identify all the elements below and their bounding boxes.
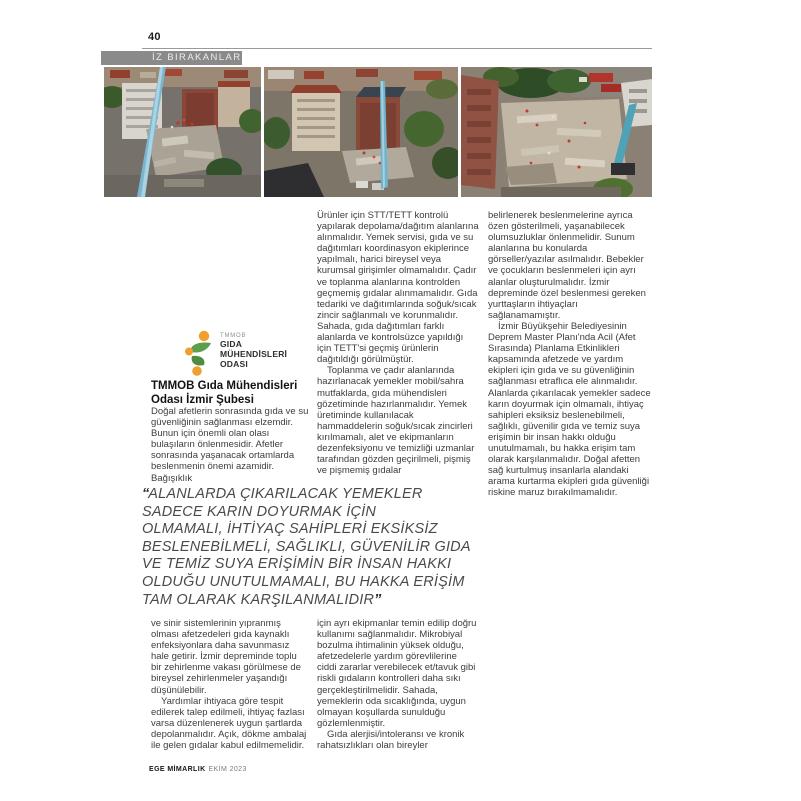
fire-truck	[601, 84, 621, 92]
paragraph: için ayrı ekipmanlar temin edilip doğru kullanımı sağlanmalıdır. Mikrobiyal bozulma ihtimalinin yüksek olduğu, afetzedelerle yardım görevlilerine ciddi zararlar verebilecek et/tavuk gibi riskli gıdaların kontrolleri daha sıkı gerçekleştirilmelidir. Sahada, yemeklerin oda sıcaklığında, uygun olmayan koşullarda sunulduğu gözlemlenmiştir.	[317, 618, 477, 729]
article-heading: TMMOB Gıda Mühendisleri Odası İzmir Şubesi	[151, 380, 298, 406]
quote-text: ALANLARDA ÇIKARILACAK YEMEKLER	[148, 486, 423, 502]
quote-line: OLDUĞU UNUTULMAMALI, BU HAKKA ERİŞİM	[142, 573, 465, 590]
earthquake-photo-1	[104, 67, 261, 197]
tmmob-logo-wordmark	[220, 330, 287, 369]
column-middle-bottom	[317, 618, 479, 751]
open-quote-mark: “	[142, 486, 149, 502]
earthquake-photo-3-art	[461, 67, 652, 197]
column-left-bottom	[151, 618, 309, 751]
tree	[404, 111, 444, 147]
page-number: 40	[148, 31, 161, 43]
earthquake-photo-2-art	[264, 67, 458, 197]
column-left-top	[151, 406, 309, 484]
paragraph: İzmir Büyükşehir Belediyesinin Deprem Master Planı'nda Acil (Afet Sırasında) Planlama Etkinlikleri kapsamında afetzede ve yardım ekipleri için gıda ve su güvenliğinin sağlanması etraflıca ele alınmalıdır. Alanlarda çıkarılacak yemekler sadece karın doyurmak için olmamalı, ihtiyaç sahipleri eksiksiz beslenebilmeli, sağlıklı, güvenilir gıda ve temiz suya erişimin bir insan hakkı olduğu unutulmamalı, bu hakka erişim tam olarak karşılanmalıdır. Doğal afetten sağ kurtulmuş insanlarla alandaki arama kurtarma ekipleri gıda güvenliği riskine maruz bırakılmamalıdır.	[488, 320, 651, 499]
quote-line	[142, 486, 487, 504]
paragraph: Ürünler için STT/TETT kontrolü yapılarak depolama/dağıtım alanlarına alınmalıdır. Yemek servisi, gıda ve su dağıtımları koordinasyon ekiplerince yapılmalı, harici bireysel veya kurumsal girişimler olmamalıdır. Çadır ve toplanma alanlarına kontrolden geçmemiş gıdalar alınmamalıdır. Gıda tedariki ve dağıtımlarında soğuk/sıcak zincir sağlanmalı ve korunmalıdır. Sahada, gıda dağıtımları farklı alanlarda ve kontrolsüzce yapıldığı için TETT'si geçmiş ürünlerin dağıtıldığı görülmüştür.	[317, 210, 479, 366]
column-right	[488, 210, 651, 498]
close-quote-mark: ”	[374, 591, 381, 608]
paragraph: belirlenerek beslenmelerine ayrıca özen gösterilmeli, yaşanabilecek olumsuzluklar önlenmelidir. Sunum alanlarına bu konularda görseller/yazılar asılmalıdır. Bebekler ve çocukların beslenmeleri için ayrı alanlar oluşturulmalıdır. İzmir depreminde özel beslenmesi gereken yurttaşların ihtiyaçları sağlanamamıştır.	[488, 210, 646, 321]
crane-truck	[611, 163, 635, 175]
paragraph: Toplanma ve çadır alanlarında hazırlanacak yemekler mobil/sahra mutfaklarda, gıda mühendisleri gözetiminde hazırlanmalıdır. Yemek üretiminde kullanılacak hammaddelerin soğuk/sıcak zincirleri kırılmamalı, alet ve ekipmanların dezenfeksiyonu ve temizliği uzmanlar tarafından gözden geçirilmeli, pişmiş ve pişmemiş gıdalar	[317, 365, 475, 477]
issue-label: EKİM 2023	[208, 766, 247, 773]
tmmob-gida-muhendisleri-odasi-logo	[183, 330, 287, 376]
logo-org-label: TMMOB	[220, 333, 247, 339]
paragraph: Doğal afetlerin sonrasında gıda ve su güvenliğinin sağlanması elzemdir. Bunun için önemli olan olası bulaşıların önlenmesidir. Afetler sonrasında yaşanacak ortamlarda beslenmenin önemi azamidir. Bağışıklık	[151, 406, 309, 484]
quote-line	[142, 592, 487, 610]
tmmob-logo-icon	[183, 330, 215, 376]
earthquake-photo-3	[461, 67, 652, 197]
magazine-name: EGE MİMARLIK	[149, 766, 206, 773]
logo-line-muhendisleri: MÜHENDİSLERİ	[220, 349, 288, 359]
section-bar	[101, 51, 242, 65]
quote-line: VE TEMİZ SUYA ERİŞİMİN BİR İNSAN HAKKI	[142, 556, 452, 573]
paragraph: ve sinir sistemlerinin yıpranmış olması afetzedeleri gıda kaynaklı enfeksiyonlara daha savunmasız hale getirir. İzmir depreminde toplu bir zehirlenme vakası görülmese de bireysel zehirlenmeler yaşandığı düşünülebilir.	[151, 618, 301, 696]
quote-line: OLMAMALI, İHTİYAÇ SAHİPLERİ EKSİKSİZ	[142, 521, 438, 538]
quote-text: TAM OLARAK KARŞILANMALIDIR	[142, 591, 375, 608]
earthquake-photo-1-art	[104, 67, 261, 197]
fire-truck	[589, 73, 613, 82]
column-middle-top	[317, 210, 479, 476]
photo-strip	[104, 67, 652, 197]
rubble-pile	[342, 147, 414, 183]
page-footer	[149, 766, 247, 773]
section-label: İZ BIRAKANLAR	[152, 52, 242, 63]
header-rule	[142, 48, 652, 49]
quote-line: BESLENEBİLMELİ, SAĞLIKLI, GÜVENİLİR GIDA	[142, 538, 471, 555]
logo-line-gida: GIDA	[220, 339, 243, 349]
paragraph: Yardımlar ihtiyaca göre tespit edilerek talep edilmeli, ihtiyaç fazlası varsa düzenlenerek uygun şartlarda depolanmalıdır. Açık, dökme ambalaj ile gelen gıdalar kabul edilmemelidir.	[151, 695, 307, 752]
pull-quote	[142, 486, 487, 609]
paragraph: Gıda alerjisi/intoleransı ve kronik rahatsızlıkları olan bireyler	[317, 728, 465, 752]
logo-line-odasi: ODASI	[220, 359, 248, 369]
quote-line: SADECE KARIN DOYURMAK İÇİN	[142, 503, 377, 520]
earthquake-photo-2	[264, 67, 458, 197]
